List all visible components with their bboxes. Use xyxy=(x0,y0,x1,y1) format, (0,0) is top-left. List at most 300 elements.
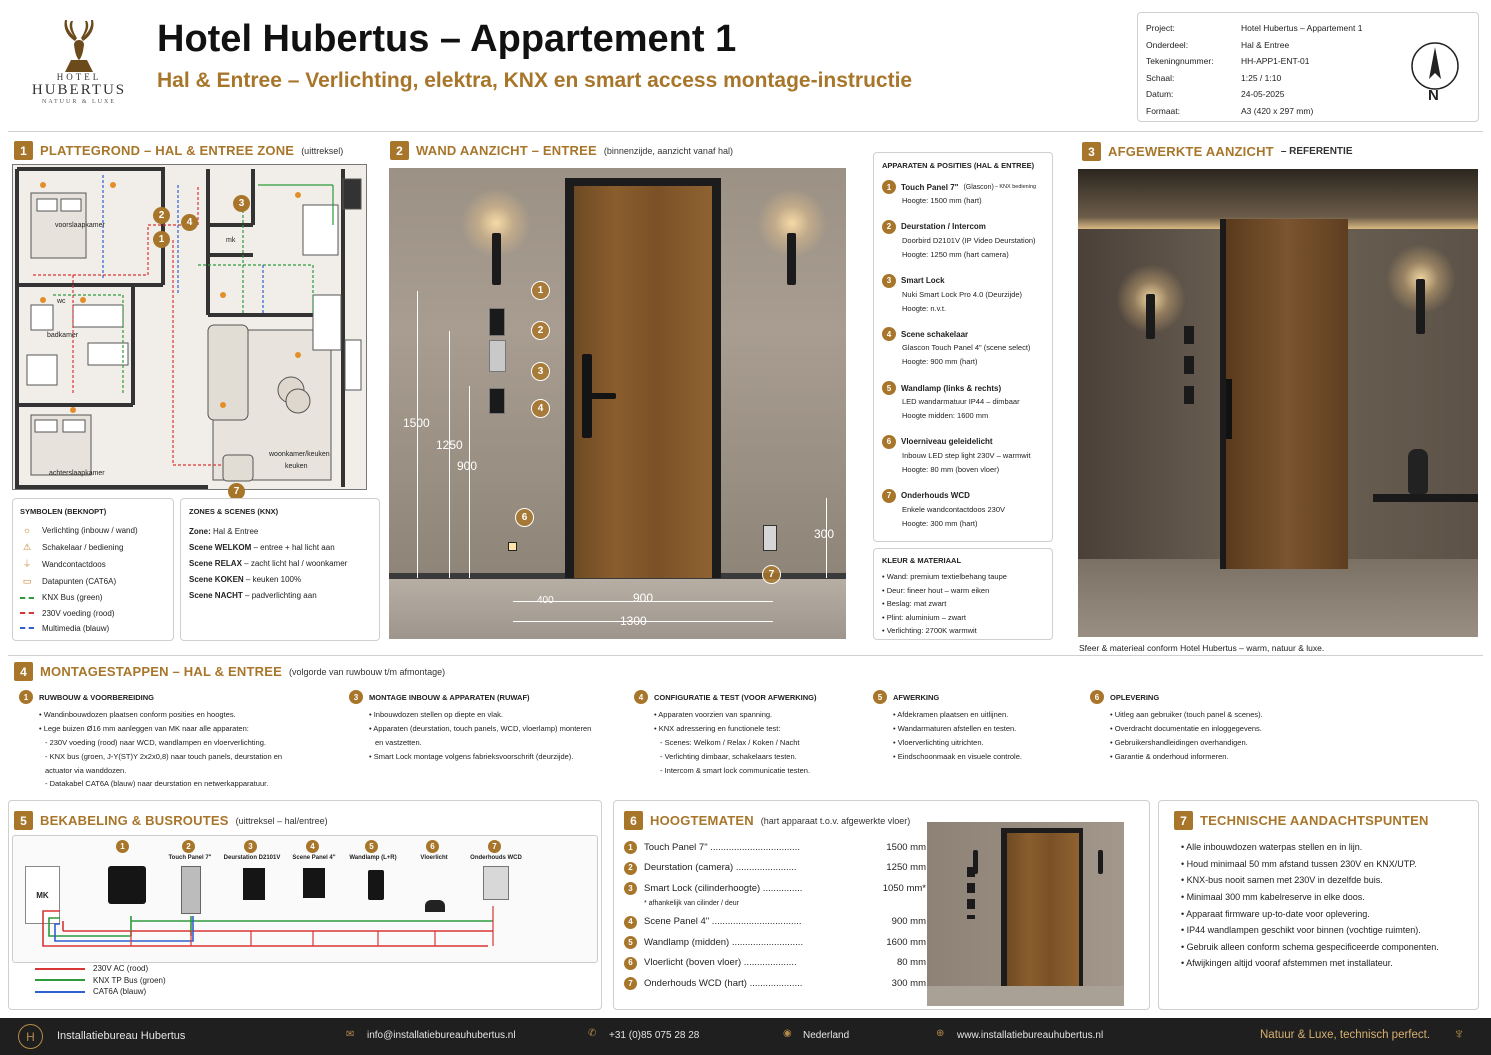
step-item: • KNX adressering en functionele test: xyxy=(654,723,781,733)
height-value: 1600 mm xyxy=(886,936,926,948)
sec5-sub: (uittreksel – hal/entree) xyxy=(235,815,328,826)
photo-vase xyxy=(1408,449,1428,494)
elev-pin-3: 3 xyxy=(531,362,550,381)
step-item: • Overdracht documentatie en inloggegevens. xyxy=(1110,723,1262,733)
step-text: en vastzetten. xyxy=(375,737,422,747)
apparaat-item xyxy=(882,327,1044,369)
touch-panel-7-device xyxy=(489,308,505,336)
dim-1300: 1300 xyxy=(620,614,647,628)
photo-floor xyxy=(1078,559,1478,637)
materiaal-text: Wand: premium textielbehang taupe xyxy=(886,572,1007,581)
photo-door-lock xyxy=(1226,379,1232,439)
wiring-device-num: 4 xyxy=(306,840,319,853)
title-block-value: A3 (420 x 297 mm) xyxy=(1241,105,1314,116)
tech-text: KNX-bus nooit samen met 230V in dezelfde buis. xyxy=(1186,875,1383,886)
thumb-door xyxy=(1007,833,1079,986)
apparaat-line2: Hoogte: 300 mm (hart) xyxy=(902,518,978,528)
sec4-title-text: MONTAGESTAPPEN – HAL & ENTREE xyxy=(40,664,282,679)
apparaat-num: 2 xyxy=(882,220,896,234)
step-title: AFWERKING xyxy=(893,692,940,702)
symbol-line-icon xyxy=(20,597,34,599)
zone-key: Scene NACHT xyxy=(189,591,243,600)
step-list xyxy=(893,708,1022,764)
step-text: - 230V voeding (rood) naar WCD, wandlampen en vloerverlichting. xyxy=(45,737,266,747)
apparaat-extra: (Glascon) xyxy=(963,183,994,191)
tech-list xyxy=(1181,839,1471,972)
apparaat-body xyxy=(902,288,1044,316)
apparaat-item xyxy=(882,274,1044,316)
apparaat-line1: LED wandarmatuur IP44 – dimbaar xyxy=(902,397,1020,407)
wiring-legend-line xyxy=(35,968,85,970)
step-text: Apparaten (deurstation, touch panels, WCD, vloerlamp) monteren xyxy=(373,723,592,733)
tech-text: Minimaal 300 mm kabelreserve in elke doos. xyxy=(1186,891,1365,902)
wiring-legend-line xyxy=(35,991,85,993)
symbol-row xyxy=(20,606,166,621)
wiring-device-label: Wandlamp (L+R) xyxy=(349,855,397,861)
height-row xyxy=(624,936,926,949)
footer-logo-icon: H xyxy=(18,1024,43,1049)
wd-doorstation xyxy=(181,866,201,914)
symbol-icon: ☼ xyxy=(22,525,32,535)
symbol-line-icon xyxy=(20,612,34,614)
symbol-row xyxy=(20,573,166,590)
step-title: MONTAGE INBOUW & APPARATEN (RUWAF) xyxy=(369,692,530,702)
title-block-key: Onderdeel: xyxy=(1146,39,1189,50)
step-item: • Eindschoonmaak en visuele controle. xyxy=(893,751,1022,761)
fp-pin-1: 1 xyxy=(153,231,170,248)
height-num: 2 xyxy=(624,862,637,875)
zone-value: – zacht licht hal / woonkamer xyxy=(244,559,348,568)
wiring-device-label: Scene Panel 4" xyxy=(292,855,336,861)
symbol-icon: ⚠ xyxy=(22,542,32,553)
montage-step xyxy=(634,690,817,777)
reference-photo xyxy=(1078,169,1478,637)
sec6-title xyxy=(624,811,910,830)
email-icon: ✉ xyxy=(346,1029,355,1040)
apparaat-head xyxy=(882,435,1044,449)
height-value: 80 mm xyxy=(896,957,926,969)
page-subtitle: Hal & Entree – Verlichting, elektra, KNX en smart access montage-instructie xyxy=(157,69,913,92)
fp-pin-2: 2 xyxy=(153,207,170,224)
sec1-num: 1 xyxy=(14,141,33,160)
montage-step xyxy=(873,690,1022,764)
tech-text: Houd minimaal 50 mm afstand tussen 230V en KNX/UTP. xyxy=(1186,858,1417,869)
wiring-device-num: 7 xyxy=(488,840,501,853)
apparaat-body xyxy=(902,341,1044,369)
step-item xyxy=(375,736,591,750)
height-num: 4 xyxy=(624,916,637,929)
room-keuken: keuken xyxy=(285,463,308,470)
height-value: 1500 mm xyxy=(886,841,926,853)
height-row xyxy=(624,957,926,970)
footer-email[interactable]: info@installatiebureauhubertus.nl xyxy=(367,1030,516,1041)
sec7-num: 7 xyxy=(1174,811,1193,830)
height-num: 5 xyxy=(624,936,637,949)
step-title: CONFIGURATIE & TEST (VOOR AFWERKING) xyxy=(654,692,817,702)
step-text: KNX adressering en functionele test: xyxy=(658,723,781,733)
elev-pin-1: 1 xyxy=(531,281,550,300)
tech-item: • Gebruik alleen conform schema gespecificeerde componenten. xyxy=(1181,941,1439,952)
fp-pin-7: 7 xyxy=(228,483,245,500)
title-block-row xyxy=(1146,53,1362,70)
sec3-title-text: AFGEWERKTE AANZICHT xyxy=(1108,144,1274,159)
step-title: RUWBOUW & VOORBEREIDING xyxy=(39,692,154,702)
step-item: • Wandinbouwdozen plaatsen conform posities en hoogtes. xyxy=(39,710,236,719)
room-wc: wc xyxy=(57,298,66,305)
apparaat-head xyxy=(882,381,1044,395)
step-item xyxy=(45,736,282,750)
step-item: • Smart Lock montage volgens fabrieksvoorschrift (deurzijde). xyxy=(369,751,574,761)
apparaat-name: Onderhouds WCD xyxy=(901,491,970,501)
step-title: OPLEVERING xyxy=(1110,692,1160,702)
title-block-value: 1:25 / 1:10 xyxy=(1241,72,1282,83)
apparaat-name: Wandlamp (links & rechts) xyxy=(901,383,1002,393)
sec1-sub: (uittreksel) xyxy=(301,145,344,156)
step-head xyxy=(349,690,591,704)
sec2-sub: (binnenzijde, aanzicht vanaf hal) xyxy=(603,145,733,156)
step-text: Wandinbouwdozen plaatsen conform posities en hoogtes. xyxy=(43,710,236,719)
symbol-row xyxy=(20,556,166,573)
apparaat-line1: Nuki Smart Lock Pro 4.0 (Deurzijde) xyxy=(902,289,1023,299)
step-item xyxy=(45,750,282,764)
photo-panels xyxy=(1184,326,1194,411)
step-text: Apparaten voorzien van spanning. xyxy=(658,710,773,719)
room-woonkamer: woonkamer/keuken xyxy=(269,451,330,458)
elev-pin-6: 6 xyxy=(515,508,534,527)
sec3-title xyxy=(1082,142,1353,161)
apparaat-num: 1 xyxy=(882,180,896,194)
apparaat-line1: Enkele wandcontactdoos 230V xyxy=(902,504,1005,514)
tech-text: Afwijkingen altijd vooraf afstemmen met installateur. xyxy=(1186,958,1393,969)
symbol-row xyxy=(20,522,166,539)
room-badkamer: badkamer xyxy=(47,332,79,339)
zone-row xyxy=(189,556,371,572)
reference-caption: Sfeer & materieal conform Hotel Hubertus – warm, natuur & luxe. xyxy=(1079,643,1325,653)
height-note: * afhankelijk van cilinder / deur xyxy=(644,899,739,907)
sec1-title-text: PLATTEGROND – HAL & ENTREE ZONE xyxy=(40,143,295,158)
wiring-device-num: 3 xyxy=(244,840,257,853)
sec4-num: 4 xyxy=(14,662,33,681)
step-list xyxy=(1110,708,1263,764)
sec5-title xyxy=(14,811,328,830)
wd-touch7 xyxy=(108,866,146,904)
symbol-label: Verlichting (inbouw / wand) xyxy=(42,525,138,535)
apparaat-item xyxy=(882,381,1044,423)
dim-1250: 1250 xyxy=(436,438,463,452)
wiring-legend-line xyxy=(35,979,85,981)
sec6-sub: (hart apparaat t.o.v. afgewerkte vloer) xyxy=(760,815,911,826)
footer-deer-icon: ♆ xyxy=(1453,1026,1465,1043)
sec3-num: 3 xyxy=(1082,142,1101,161)
title-block-key: Datum: xyxy=(1146,89,1174,99)
title-block-row xyxy=(1146,103,1362,120)
symbol-line-icon xyxy=(20,627,34,629)
mk-label: MK xyxy=(36,890,49,900)
symbol-row xyxy=(20,539,166,556)
height-row xyxy=(624,916,926,929)
step-item xyxy=(45,777,282,791)
title-block-row xyxy=(1146,70,1362,87)
zones-list xyxy=(189,524,371,604)
wall-lamp-right xyxy=(787,233,796,285)
apparaat-body xyxy=(902,234,1044,262)
wiring-device-label: Deurstation D2101V xyxy=(223,855,281,861)
apparaat-line2: Hoogte: n.v.t. xyxy=(902,303,947,313)
apparaat-head xyxy=(882,220,1044,234)
step-text: Garantie & onderhoud informeren. xyxy=(1114,751,1229,761)
room-mk: mk xyxy=(226,237,236,244)
tech-item: • Alle inbouwdozen waterpas stellen en in lijn. xyxy=(1181,842,1363,852)
step-text: - Verlichting dimbaar, schakelaars testen. xyxy=(660,751,797,761)
symbol-label: 230V voeding (rood) xyxy=(42,608,115,618)
materiaal-title: KLEUR & MATERIAAL xyxy=(882,556,962,565)
apparaat-name: Vloerniveau geleidelicht xyxy=(901,437,993,447)
step-item xyxy=(660,750,817,764)
apparaten-panel xyxy=(873,152,1053,542)
step-head xyxy=(1090,690,1263,704)
title-block-key: Formaat: xyxy=(1146,105,1181,116)
height-label: Touch Panel 7" .................................. xyxy=(644,842,800,853)
height-value: 300 mm xyxy=(891,977,926,989)
step-item: • Vloerverlichting uitrichten. xyxy=(893,737,984,747)
height-row xyxy=(624,862,926,875)
materiaal-item: • Deur: fineer hout – warm eiken xyxy=(882,585,990,595)
step-num: 6 xyxy=(1090,690,1104,704)
step-item: • Apparaten (deurstation, touch panels, WCD, vloerlamp) monteren xyxy=(369,723,592,733)
step-list xyxy=(39,708,282,791)
materiaal-item: • Beslag: mat zwart xyxy=(882,599,947,608)
wd-station2 xyxy=(243,868,265,900)
apparaat-body xyxy=(902,449,1044,477)
fp-pin-3a: 3 xyxy=(233,195,250,212)
apparaat-name: Scene schakelaar xyxy=(901,329,969,339)
step-head xyxy=(873,690,1022,704)
step-text: - Intercom & smart lock communicatie testen. xyxy=(660,765,811,775)
title-block-value: Hotel Hubertus – Appartement 1 xyxy=(1241,23,1363,33)
wiring-legend-label: CAT6A (blauw) xyxy=(93,987,147,996)
title-block xyxy=(1137,12,1479,122)
tech-text: Alle inbouwdozen waterpas stellen en in lijn. xyxy=(1186,842,1363,852)
apparaat-line2: Hoogte: 80 mm (boven vloer) xyxy=(902,464,1000,474)
materiaal-item: • Wand: premium textielbehang taupe xyxy=(882,572,1007,581)
dim-line-1500 xyxy=(417,291,418,578)
step-text: Afdekramen plaatsen en uitlijnen. xyxy=(897,710,1009,719)
logo-line3: NATUUR & LUXE xyxy=(42,99,116,105)
wiring-device-num: 1 xyxy=(116,840,129,853)
apparaat-num: 4 xyxy=(882,327,896,341)
location-icon: ◉ xyxy=(783,1028,792,1039)
sec2-num: 2 xyxy=(390,141,409,160)
step-text: Vloerverlichting uitrichten. xyxy=(897,737,984,747)
step-text: Lege buizen Ø16 mm aanleggen van MK naar alle apparaten: xyxy=(43,723,249,733)
tech-item: • KNX-bus nooit samen met 230V in dezelfde buis. xyxy=(1181,875,1383,886)
dim-line-h900 xyxy=(573,601,773,602)
height-num: 7 xyxy=(624,977,637,990)
door-leaf xyxy=(574,186,712,578)
wd-wandlamp xyxy=(368,870,384,900)
zone-key: Scene RELAX xyxy=(189,559,242,568)
photo-lamp-right xyxy=(1416,279,1425,334)
height-list xyxy=(624,841,926,998)
step-item: • Wandarmaturen afstellen en testen. xyxy=(893,723,1017,733)
zone-row xyxy=(189,572,371,588)
apparaat-head xyxy=(882,274,1044,288)
wiring-device-label: Touch Panel 7" xyxy=(168,855,212,861)
symbol-row xyxy=(20,621,166,636)
height-num: 6 xyxy=(624,957,637,970)
tech-item: • Houd minimaal 50 mm afstand tussen 230V en KNX/UTP. xyxy=(1181,858,1417,869)
step-item: • Gebruikershandleidingen overhandigen. xyxy=(1110,737,1248,747)
zone-value: – padverlichting aan xyxy=(245,591,317,600)
room-voorslaapkamer: voorslaapkamer xyxy=(55,222,105,229)
zone-key: Scene WELKOM xyxy=(189,543,252,552)
symbols-panel xyxy=(12,498,174,641)
title-block-value: Hal & Entree xyxy=(1241,39,1290,50)
footer-phone[interactable]: +31 (0)85 075 28 28 xyxy=(609,1030,700,1041)
footer-country: Nederland xyxy=(803,1030,850,1041)
sec3-sub: – REFERENTIE xyxy=(1280,146,1353,157)
step-item: • Lege buizen Ø16 mm aanleggen van MK naar alle apparaten: xyxy=(39,723,249,733)
dim-900w: 900 xyxy=(633,591,654,605)
phone-icon: ✆ xyxy=(588,1028,597,1039)
logo-line2: HUBERTUS xyxy=(31,82,127,98)
apparaat-line1: Glascon Touch Panel 4" (scene select) xyxy=(902,343,1031,353)
sec1-title xyxy=(14,141,343,160)
symbol-label: Wandcontactdoos xyxy=(42,560,106,570)
step-text: actuator via wanddozen. xyxy=(45,765,127,775)
title-block-value: 24-05-2025 xyxy=(1241,89,1285,99)
step-head xyxy=(19,690,282,704)
materiaal-list xyxy=(882,570,1044,638)
step-text: Smart Lock montage volgens fabrieksvoorschrift (deurzijde). xyxy=(373,751,574,761)
height-thumb xyxy=(927,822,1124,1006)
step-list xyxy=(369,708,591,764)
floor-surface xyxy=(389,578,846,639)
apparaat-item xyxy=(882,489,1044,531)
height-label: Smart Lock (cilinderhoogte) ............... xyxy=(644,883,803,894)
dim-line-900 xyxy=(469,386,470,578)
step-item xyxy=(660,736,817,750)
zone-row xyxy=(189,588,371,604)
dim-1500: 1500 xyxy=(403,416,430,430)
thumb-lamp-right xyxy=(1098,850,1103,874)
materiaal-text: Verlichting: 2700K warmwit xyxy=(886,626,977,635)
height-value: 900 mm xyxy=(891,916,926,928)
step-text: - KNX bus (groen, J-Y(ST)Y 2x2x0,8) naar touch panels, deurstation en xyxy=(45,751,283,761)
step-num: 3 xyxy=(349,690,363,704)
step-text: Overdracht documentatie en inloggegevens. xyxy=(1114,723,1262,733)
apparaat-item xyxy=(882,220,1044,262)
sec2-title-text: WAND AANZICHT – ENTREE xyxy=(416,143,597,158)
apparaat-item xyxy=(882,180,1044,208)
apparaat-body xyxy=(902,503,1044,531)
tech-item: • Afwijkingen altijd vooraf afstemmen met installateur. xyxy=(1181,958,1393,969)
logo-line1: HOTEL xyxy=(56,72,102,82)
height-label: Wandlamp (midden) ........................... xyxy=(644,937,804,948)
montage-step xyxy=(1090,690,1263,764)
wcd-device xyxy=(763,525,777,551)
materiaal-text: Plint: aluminium – zwart xyxy=(886,612,966,622)
symbol-label: KNX Bus (green) xyxy=(42,593,103,603)
step-text: - Datakabel CAT6A (blauw) naar deurstation en netwerkapparatuur. xyxy=(45,779,269,789)
step-item: • Garantie & onderhoud informeren. xyxy=(1110,751,1229,761)
page-title: Hotel Hubertus – Appartement 1 xyxy=(157,18,737,60)
apparaat-name: Deurstation / Intercom xyxy=(901,222,986,232)
height-label: Deurstation (camera) ....................... xyxy=(644,863,797,873)
materiaal-item: • Verlichting: 2700K warmwit xyxy=(882,626,977,635)
materiaal-text: Beslag: mat zwart xyxy=(886,599,947,608)
apparaat-line1: Doorbird D2101V (IP Video Deurstation) xyxy=(902,235,1036,245)
dim-900: 900 xyxy=(457,459,478,473)
deer-logo-icon xyxy=(49,18,109,72)
sec4-title xyxy=(14,662,445,681)
height-label: Onderhouds WCD (hart) .................... xyxy=(644,978,803,989)
footer xyxy=(0,1018,1491,1055)
wall-lamp-left xyxy=(492,233,501,285)
apparaten-list xyxy=(882,180,1044,530)
wd-scene xyxy=(303,868,325,898)
elev-pin-7: 7 xyxy=(762,565,781,584)
fp-pin-4: 4 xyxy=(181,214,198,231)
sec5-title-text: BEKABELING & BUSROUTES xyxy=(40,813,229,828)
height-value: 1050 mm* xyxy=(882,882,926,894)
symbol-label: Datapunten (CAT6A) xyxy=(42,577,117,587)
zone-row xyxy=(189,540,371,556)
height-value: 1250 mm xyxy=(886,862,926,874)
montage-step xyxy=(349,690,591,764)
zone-row xyxy=(189,524,371,540)
apparaat-name: Touch Panel 7" xyxy=(901,182,959,192)
step-item xyxy=(45,764,282,778)
wiring-device-num: 2 xyxy=(182,840,195,853)
apparaat-head xyxy=(882,180,1044,194)
apparaat-num: 5 xyxy=(882,381,896,395)
apparaten-title: APPARATEN & POSITIES (HAL & ENTREE) xyxy=(882,161,1035,170)
step-item: • Apparaten voorzien van spanning. xyxy=(654,710,773,719)
height-label: Vloerlicht (boven vloer) .................... xyxy=(644,958,797,968)
step-item: • Uitleg aan gebruiker (touch panel & scenes). xyxy=(1110,710,1263,719)
tech-item: • IP44 wandlampen geschikt voor binnen (vochtige ruimten). xyxy=(1181,925,1421,936)
wiring-legend-label: 230V AC (rood) xyxy=(93,964,149,973)
floor-light-device xyxy=(508,542,517,551)
elev-pin-2: 2 xyxy=(531,321,550,340)
wiring-legend xyxy=(35,963,166,998)
symbol-icon: ⏚ xyxy=(22,559,32,570)
footer-company: Installatiebureau Hubertus xyxy=(57,1030,186,1042)
symbol-row xyxy=(20,590,166,605)
title-block-row xyxy=(1146,20,1362,37)
title-block-value: HH-APP1-ENT-01 xyxy=(1241,56,1310,66)
tech-text: Apparaat firmware up-to-date voor oplevering. xyxy=(1186,908,1370,919)
apparaat-item xyxy=(882,435,1044,477)
height-row xyxy=(624,977,926,990)
dim-400: 400 xyxy=(537,595,554,606)
symbol-label: Schakelaar / bediening xyxy=(42,543,124,553)
wiring-legend-row xyxy=(35,975,166,987)
step-item xyxy=(660,764,817,778)
zone-key: Zone: xyxy=(189,527,211,536)
step-text: Gebruikershandleidingen overhandigen. xyxy=(1114,737,1248,747)
materiaal-item: • Plint: aluminium – zwart xyxy=(882,612,966,622)
wd-vloerlicht xyxy=(425,900,445,912)
apparaat-line1: Hoogte: 1500 mm (hart) xyxy=(902,196,982,205)
sec6-num: 6 xyxy=(624,811,643,830)
montage-step xyxy=(19,690,282,791)
wiring-legend-row xyxy=(35,963,166,975)
sec2-title xyxy=(390,141,733,160)
footer-web[interactable]: www.installatiebureauhubertus.nl xyxy=(957,1030,1104,1041)
sec7-title-text: TECHNISCHE AANDACHTSPUNTEN xyxy=(1200,813,1429,828)
